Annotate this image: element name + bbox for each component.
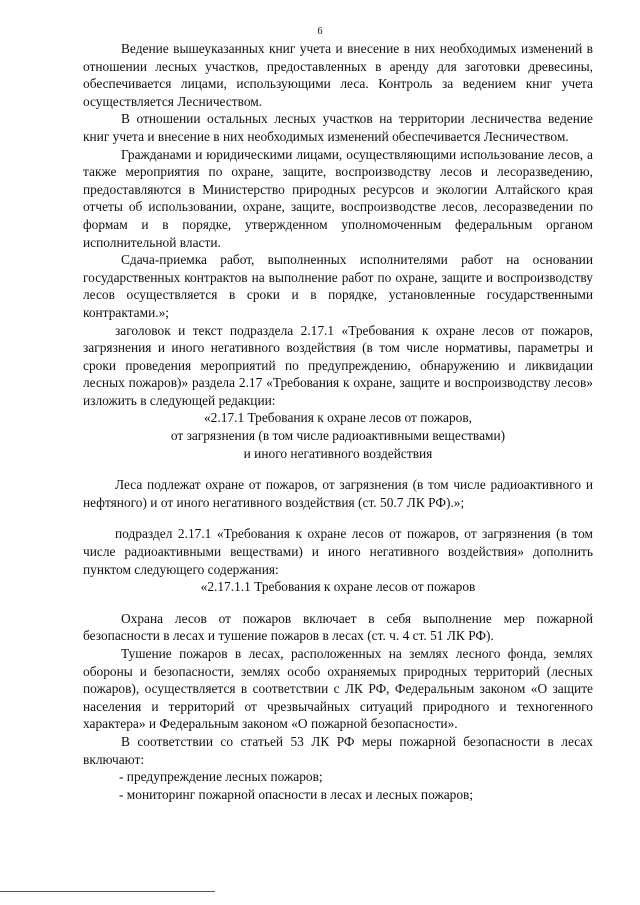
section-heading-2-17-1-line2: от загрязнения (в том числе радиоактивными веществами) — [170, 428, 506, 444]
paragraph-subsection-addition: подраздел 2.17.1 «Требования к охране лесов от пожаров, от загрязнения (в том числе радиоактивными веществами) и иного негативного воздействия» дополнить пунктом следующего содержания: — [83, 526, 593, 577]
paragraph-acceptance: Сдача-приемка работ, выполненных исполнителями работ на основании государственных контрактов на выполнение работ по охране, защите и воспроизводству лесов осуществляется в сроки и в порядке, установленные государственными контрактами.»; — [83, 252, 593, 320]
page-number: 6 — [317, 26, 323, 37]
paragraph-fire-protection: Охрана лесов от пожаров включает в себя выполнение мер пожарной безопасности в лесах и тушение пожаров в лесах (ст. ч. 4 ст. 51 ЛК РФ). — [83, 610, 593, 644]
section-heading-2-17-1-line3: и иного негативного воздействия — [243, 445, 433, 461]
document-body — [83, 40, 593, 803]
section-heading-2-17-1-line1: «2.17.1 Требования к охране лесов от пожаров, — [203, 410, 473, 426]
paragraph-reports: Гражданами и юридическими лицами, осуществляющими использование лесов, а также мероприятия по охране, защите, воспроизводству лесов и лесоразведению, предоставляются в Министерство природных ресурсов и экологии Алтайского края отчеты об использовании, охране, защите, воспроизводстве лесов, лесоразведении по формам и в порядке, утвержденном уполномоченным федеральным органом исполнительной власти. — [83, 146, 593, 250]
paragraph-fire-extinguishing: Тушение пожаров в лесах, расположенных на землях лесного фонда, землях обороны и безопасности, землях особо охраняемых природных территорий (лесных пожаров), осуществляется в соответствии с ЛК РФ, Федеральным законом «О защите населения и территорий от чрезвычайных ситуаций природного и техногенного характера» и Федеральным законом «О пожарной безопасности». — [83, 646, 593, 732]
footer-divider — [0, 891, 215, 892]
spacer — [83, 596, 593, 610]
spacer — [83, 462, 593, 476]
paragraph-book-keeping: Ведение вышеуказанных книг учета и внесение в них необходимых изменений в отношении лесных участков, предоставленных в аренду для заготовки древесины, обеспечивается лицами, использующими леса. Контроль за ведением книг учета осуществляется Лесничеством. — [83, 41, 593, 109]
list-item-monitoring: - мониторинг пожарной опасности в лесах и лесных пожаров; — [119, 786, 474, 802]
list-item-prevention: - предупреждение лесных пожаров; — [119, 769, 323, 785]
paragraph-fire-safety-measures: В соответствии со статьей 53 ЛК РФ меры пожарной безопасности в лесах включают: — [83, 733, 593, 767]
paragraph-subsection-heading-change: заголовок и текст подраздела 2.17.1 «Требования к охране лесов от пожаров, загрязнения и иного негативного воздействия (в том числе нормативы, параметры и сроки проведения мероприятий по предупреждению, обнаружению и ликвидации лесных пожаров)» раздела 2.17 «Требования к охране, защите и воспроизводству лесов» изложить в следующей редакции: — [83, 322, 593, 408]
spacer — [83, 511, 593, 525]
paragraph-other-plots: В отношении остальных лесных участков на территории лесничества ведение книг учета и внесение в них необходимых изменений обеспечивается Лесничеством. — [83, 111, 593, 144]
section-heading-2-17-1-1: «2.17.1.1 Требования к охране лесов от пожаров — [200, 579, 476, 595]
paragraph-forest-protection: Леса подлежат охране от пожаров, от загрязнения (в том числе радиоактивного и нефтяного) и от иного негативного воздействия (ст. 50.7 ЛК РФ).»; — [83, 477, 593, 510]
